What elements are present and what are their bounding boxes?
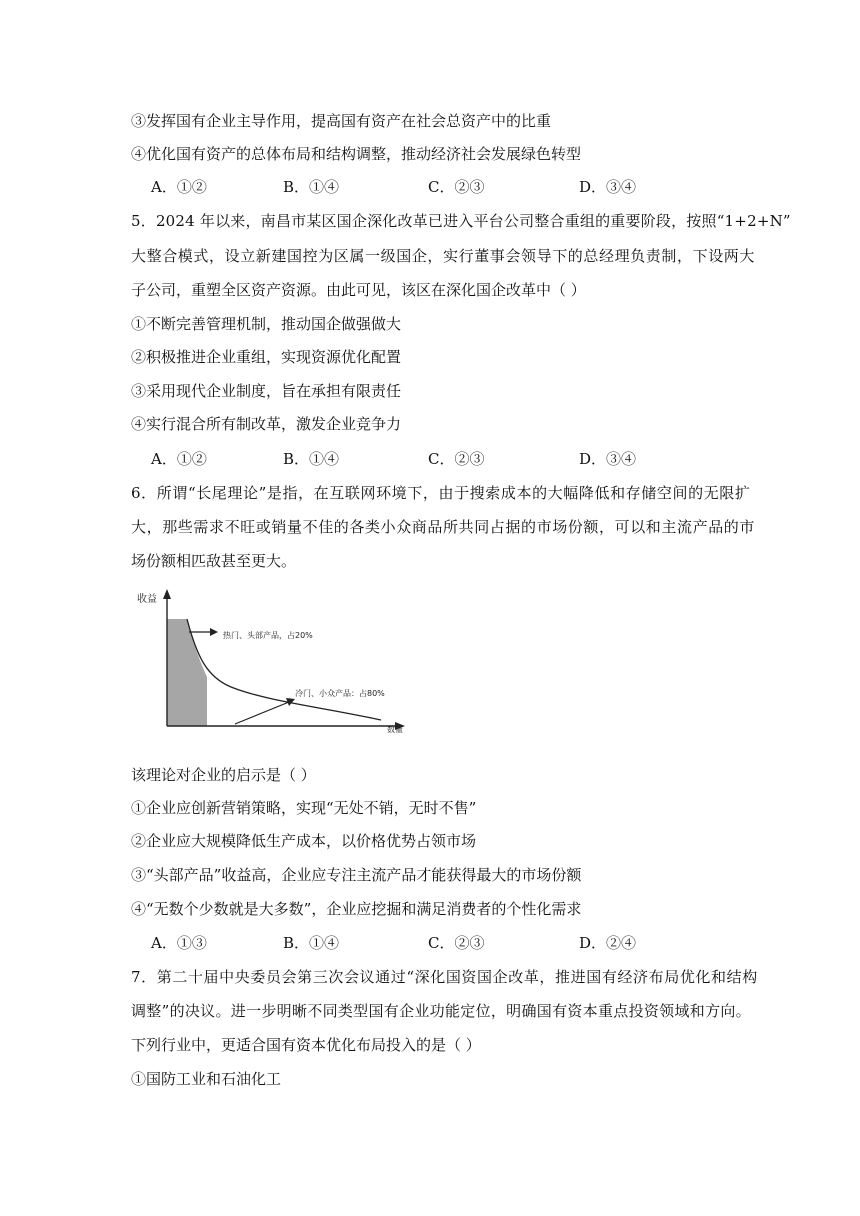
q6-stem-line-3: 场份额相匹敌甚至更大。 [131, 552, 297, 570]
q6-stem-line-1: 6．所谓“长尾理论”是指，在互联网环境下，由于搜索成本的大幅降低和存储空间的无限扩 [131, 484, 751, 502]
q4-statement-3: ③发挥国有企业主导作用，提高国有资产在社会总资产中的比重 [131, 112, 552, 130]
q6-stem-line-2: 大，那些需求不旺或销量不佳的各类小众商品所共同占据的市场份额，可以和主流产品的市 [131, 518, 756, 536]
q5-stem-line-2: 大整合模式，设立新建国控为区属一级国企，实行董事会领导下的总经理负责制，下设两大 [131, 247, 756, 265]
q6-statement-2: ②企业应大规模降低生产成本，以价格优势占领市场 [131, 832, 477, 850]
q6-statement-1: ①企业应创新营销策略，实现“无处不销，无时不售” [131, 799, 477, 817]
y-axis-label: 收益 [137, 594, 157, 605]
q5-statement-1: ①不断完善管理机制，推动国企做强做大 [131, 315, 402, 333]
q5-statement-3: ③采用现代企业制度，旨在承担有限责任 [131, 382, 402, 400]
q7-statement-1: ①国防工业和石油化工 [131, 1070, 282, 1088]
q5-option-d: D．③④ [579, 450, 637, 468]
q4-option-b: B．①④ [283, 178, 340, 196]
q4-statement-4: ④优化国有资产的总体布局和结构调整，推动经济社会发展绿色转型 [131, 145, 582, 163]
q5-options [151, 448, 791, 470]
q6-statement-3: ③“头部产品”收益高，企业应专注主流产品才能获得最大的市场份额 [131, 866, 582, 884]
q6-option-d: D．②④ [579, 934, 637, 952]
long-tail-figure [131, 585, 421, 745]
q5-option-c: C．②③ [428, 450, 485, 468]
q5-statement-4: ④实行混合所有制改革，激发企业竞争力 [131, 415, 402, 433]
q4-options [151, 176, 791, 198]
x-axis-label: 数量 [387, 725, 403, 734]
q5-option-b: B．①④ [283, 450, 340, 468]
q5-option-a: A．①② [151, 450, 207, 468]
q5-stem-line-1: 5．2024 年以来，南昌市某区国企深化改革已进入平台公司整合重组的重要阶段，按照“1+2+N” [131, 212, 791, 230]
head-label: 热门、头部产品，占20% [223, 631, 313, 640]
q4-option-d: D．③④ [579, 178, 637, 196]
q6-prompt: 该理论对企业的启示是（ ） [131, 766, 316, 784]
q6-option-c: C．②③ [428, 934, 485, 952]
q5-statement-2: ②积极推进企业重组，实现资源优化配置 [131, 348, 402, 366]
q4-option-a: A．①② [151, 178, 207, 196]
tail-label: 冷门、小众产品：占80% [295, 689, 385, 698]
q7-stem-line-2: 调整”的决议。进一步明晰不同类型国有企业功能定位，明确国有资本重点投资领域和方向。 [131, 1002, 751, 1020]
q6-option-b: B．①④ [283, 934, 340, 952]
q6-statement-4: ④“无数个少数就是大多数”，企业应挖掘和满足消费者的个性化需求 [131, 900, 582, 918]
long-tail-chart [131, 585, 421, 745]
q7-stem-line-3: 下列行业中，更适合国有资本优化布局投入的是（ ） [131, 1036, 481, 1054]
q4-option-c: C．②③ [428, 178, 485, 196]
head-arrow-tip [210, 628, 218, 636]
tail-arrow [235, 702, 289, 724]
q6-options [151, 932, 791, 954]
head-area [167, 619, 207, 726]
q5-stem-line-3: 子公司，重塑全区资产资源。由此可见，该区在深化国企改革中（ ） [131, 281, 586, 299]
y-axis-arrow [163, 589, 171, 599]
q7-stem-line-1: 7．第二十届中央委员会第三次会议通过“深化国资国企改革，推进国有经济布局优化和结构 [131, 968, 758, 986]
q6-option-a: A．①③ [151, 934, 207, 952]
